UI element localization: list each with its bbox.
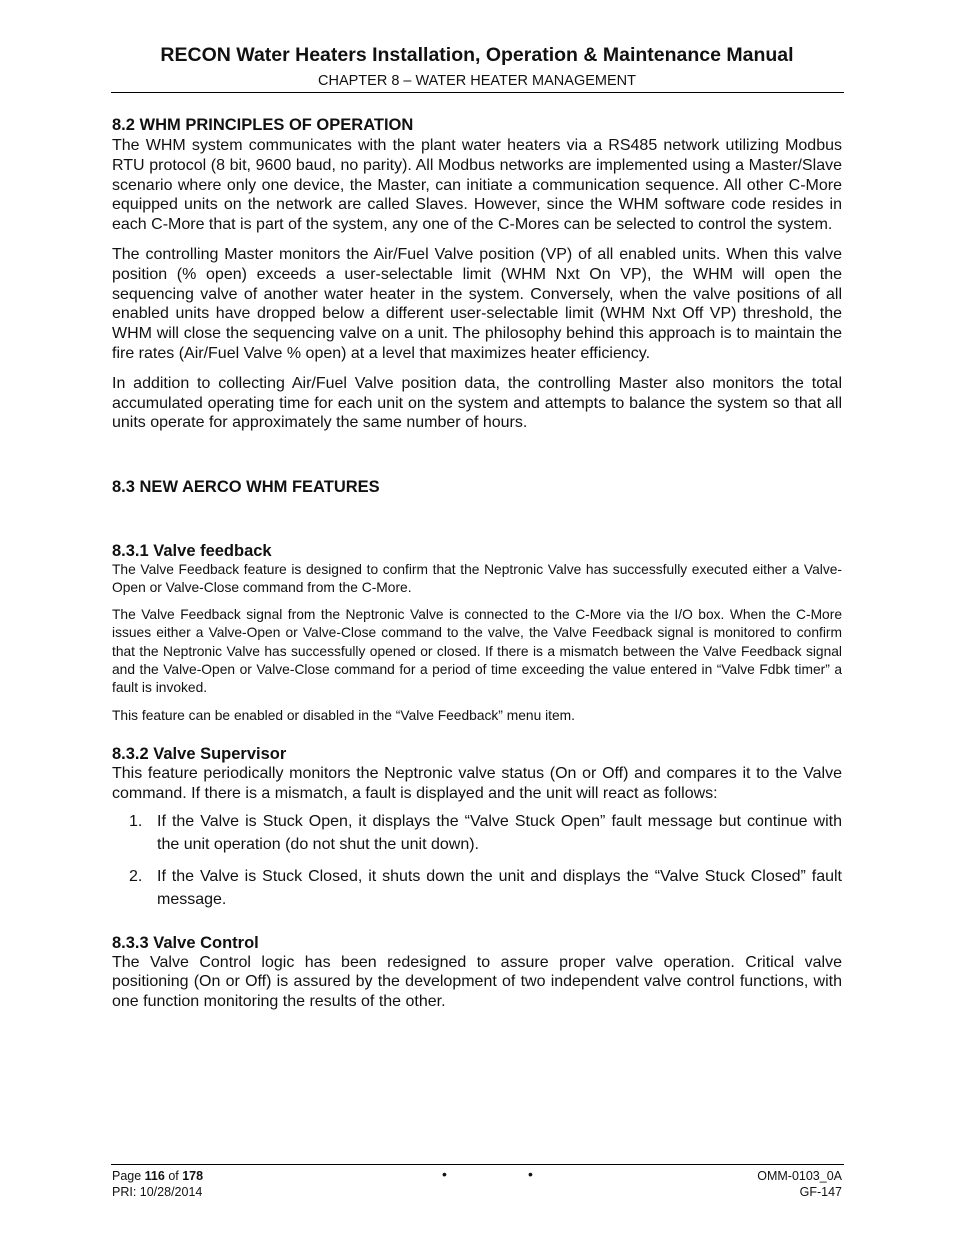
section-8-3-1-heading: 8.3.1 Valve feedback <box>112 542 272 561</box>
section-8-3-heading: 8.3 NEW AERCO WHM FEATURES <box>112 478 380 497</box>
footer-divider <box>111 1164 844 1165</box>
footer-bullet-left: • <box>442 1166 447 1182</box>
list-item <box>112 810 842 856</box>
section-8-3-2-intro: This feature periodically monitors the Neptronic valve status (On or Off) and compares it to the Valve command. If there is a mismatch, a fault is displayed and the unit will react as follows: <box>112 764 842 802</box>
chapter-title: CHAPTER 8 – WATER HEATER MANAGEMENT <box>318 73 636 89</box>
section-8-2-paragraph-1: The WHM system communicates with the plant water heaters via a RS485 network utilizing Modbus RTU protocol (8 bit, 9600 baud, no parity). All Modbus networks are implemented using a Master/Slave scenario where only one device, the Master, can initiate a communication sequence. All other C-More equipped units on the network are called Slaves. However, since the WHM software code resides in each C-More that is part of the system, any one of the C-Mores can be selected to control the system. <box>112 137 842 234</box>
list-item-number: 2. <box>129 867 143 885</box>
doc-number: OMM-0103_0A <box>757 1169 842 1183</box>
section-8-3-2-heading: 8.3.2 Valve Supervisor <box>112 744 287 763</box>
section-8-2-paragraph-3: In addition to collecting Air/Fuel Valve position data, the controlling Master also monitors the total accumulated operating time for each unit on the system and attempts to balance the system so that all units operate for approximately the same number of hours. <box>112 374 842 432</box>
section-8-3-3-paragraph: The Valve Control logic has been redesigned to assure proper valve operation. Critical valve positioning (On or Off) is assured by the development of two independent valve control functions, with one function monitoring the results of the other. <box>112 953 842 1011</box>
section-8-3-1-paragraph-3: This feature can be enabled or disabled in the “Valve Feedback” menu item. <box>112 707 575 723</box>
pri-date: PRI: 10/28/2014 <box>112 1185 203 1199</box>
header-divider <box>111 92 844 93</box>
list-item <box>112 865 842 911</box>
list-item-number: 1. <box>129 812 143 830</box>
section-8-2-paragraph-2: The controlling Master monitors the Air/Fuel Valve position (VP) of all enabled units. When this valve position (% open) exceeds a user-selectable limit (WHM Nxt On VP), the WHM will open the sequencing valve of another water heater in the system. Conversely, when the valve positions of all enabled units have dropped below a different user-selectable limit (WHM Nxt Off VP) threshold, the WHM will close the sequencing valve on a unit. The philosophy behind this approach is to maintain the fire rates (Air/Fuel Valve % open) at a level that maximizes heater efficiency. <box>112 245 842 362</box>
document-title: RECON Water Heaters Installation, Operation & Maintenance Manual <box>160 44 794 66</box>
section-8-3-3-heading: 8.3.3 Valve Control <box>112 933 259 952</box>
section-8-3-1-paragraph-2: The Valve Feedback signal from the Neptronic Valve is connected to the C-More via the I/O box. When the C-More issues either a Valve-Open or Valve-Close command to the valve, the Valve Feedback signal is monitored to confirm that the Neptronic Valve has successfully opened or closed. If there is a mismatch between the Valve Feedback signal and the Valve-Open or Valve-Close command for a period of time exceeding the value entered in “Valve Fdbk timer” a fault is invoked. <box>112 607 842 695</box>
valve-supervisor-list <box>112 810 842 911</box>
section-8-3-1-paragraph-1: The Valve Feedback feature is designed to confirm that the Neptronic Valve has successfully executed either a Valve-Open or Valve-Close command from the C-More. <box>112 562 842 596</box>
gf-number: GF-147 <box>799 1185 842 1199</box>
list-item-text: If the Valve is Stuck Closed, it shuts down the unit and displays the “Valve Stuck Closed” fault message. <box>157 867 842 908</box>
footer-left <box>112 1168 203 1200</box>
page-number: Page 116 of 178 <box>112 1169 204 1183</box>
section-8-2-heading: 8.2 WHM PRINCIPLES OF OPERATION <box>112 116 414 134</box>
section-8-3-1-body <box>112 561 842 725</box>
page-content <box>112 114 842 1012</box>
list-item-text: If the Valve is Stuck Open, it displays the “Valve Stuck Open” fault message but continue with the unit operation (do not shut the unit down). <box>157 812 842 853</box>
footer-right <box>757 1168 842 1200</box>
footer-bullet-right: • <box>528 1166 533 1182</box>
